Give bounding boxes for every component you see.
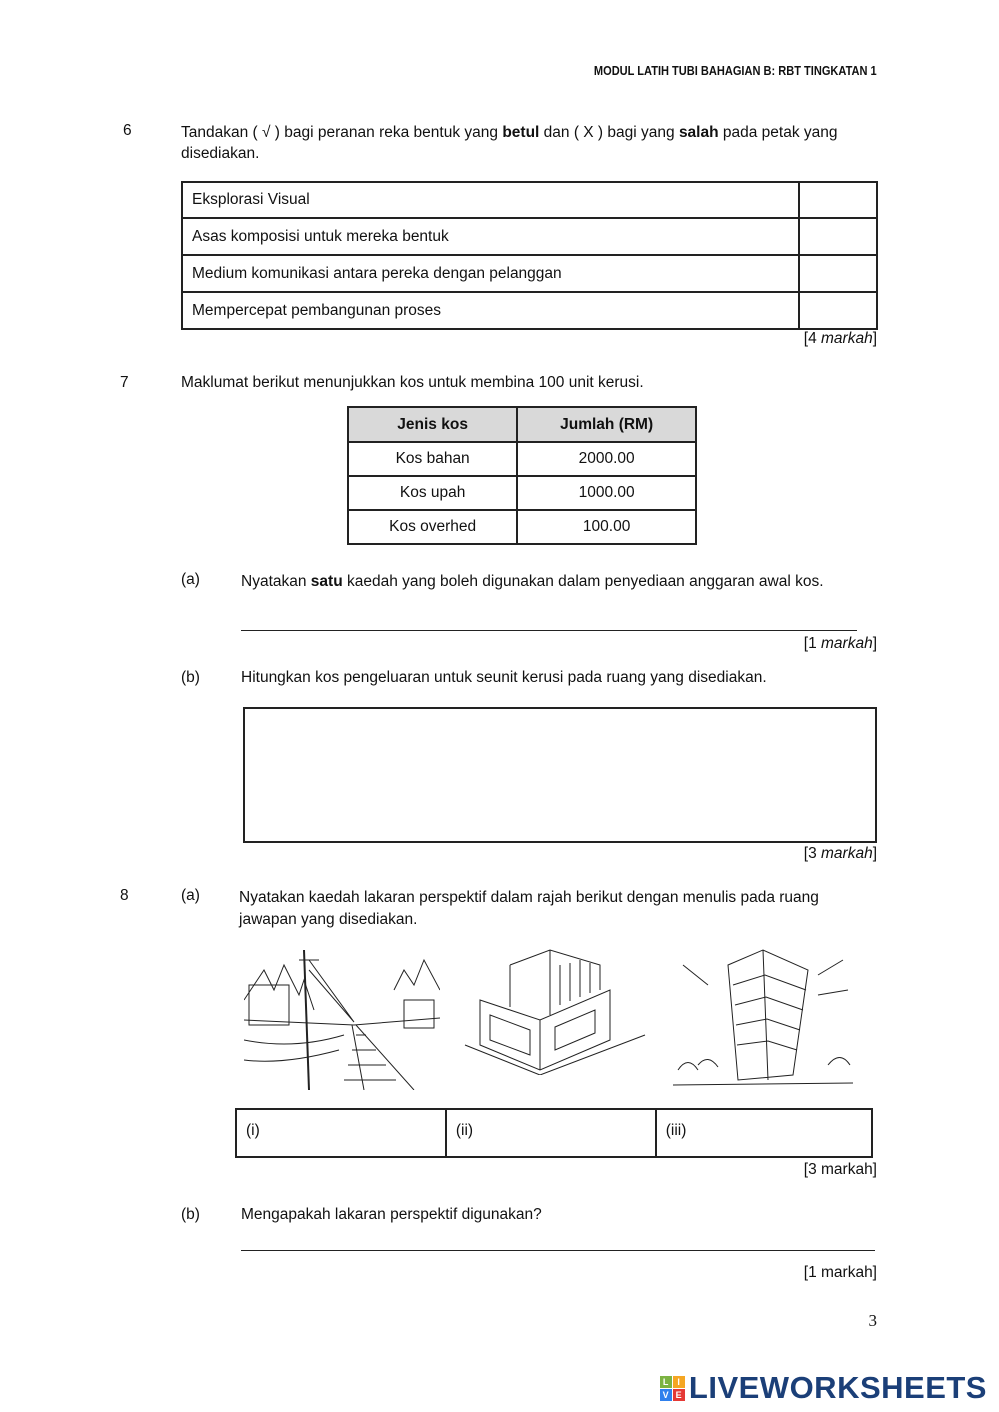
q7-number: 7	[120, 374, 129, 391]
one-point-perspective-railway-sketch	[244, 940, 440, 1090]
q6-checkbox[interactable]	[799, 292, 877, 329]
q7-intro: Maklumat berikut menunjukkan kos untuk membina 100 unit kerusi.	[181, 374, 644, 391]
q8b-marks: [1 markah]	[803, 1264, 877, 1281]
q8b-label: (b)	[181, 1206, 200, 1223]
q6-statement: Medium komunikasi antara pereka dengan pelanggan	[182, 255, 799, 292]
page-number: 3	[868, 1311, 877, 1330]
q8a-label: (a)	[181, 887, 200, 904]
q6-statement: Eksplorasi Visual	[182, 182, 799, 218]
cost-type: Kos upah	[348, 476, 517, 510]
three-point-perspective-skyscraper-sketch	[668, 945, 858, 1090]
cost-header: Jenis kos	[348, 407, 517, 442]
q8b-question: Mengapakah lakaran perspektif digunakan?	[241, 1206, 542, 1223]
q7b-question: Hitungkan kos pengeluaran untuk seunit kerusi pada ruang yang disediakan.	[241, 669, 767, 686]
liveworksheets-logo	[660, 1370, 987, 1406]
q8a-answer-table	[235, 1108, 873, 1158]
cost-type: Kos overhed	[348, 510, 517, 544]
cost-amount: 1000.00	[517, 476, 696, 510]
q7a-question: Nyatakan satu kaedah yang boleh digunakan dalam penyediaan anggaran awal kos.	[241, 573, 824, 590]
logo-tiles-icon: L I V E	[660, 1376, 685, 1401]
two-point-perspective-building-sketch	[460, 945, 648, 1075]
q7b-marks: [3 markah]	[803, 845, 877, 862]
q8b-answer-line[interactable]	[241, 1250, 875, 1251]
q7a-marks: [1 markah]	[803, 635, 877, 652]
cost-table	[347, 406, 697, 545]
cost-amount: 2000.00	[517, 442, 696, 476]
q8a-question: Nyatakan kaedah lakaran perspektif dalam rajah berikut dengan menulis pada ruang jawapan yang disediakan.	[239, 889, 819, 928]
q6-question: Tandakan ( √ ) bagi peranan reka bentuk yang betul dan ( X ) bagi yang salah pada petak yang disediakan.	[181, 124, 838, 162]
answer-cell-ii[interactable]: (ii)	[446, 1109, 656, 1157]
q6-statement: Mempercepat pembangunan proses	[182, 292, 799, 329]
cost-amount: 100.00	[517, 510, 696, 544]
logo-text: LIVEWORKSHEETS	[688, 1370, 987, 1405]
q6-checkbox[interactable]	[799, 218, 877, 255]
q7b-label: (b)	[181, 669, 200, 686]
q8-number: 8	[120, 887, 129, 904]
answer-cell-i[interactable]: (i)	[236, 1109, 446, 1157]
cost-header: Jumlah (RM)	[517, 407, 696, 442]
answer-cell-iii[interactable]: (iii)	[656, 1109, 872, 1157]
q8a-marks: [3 markah]	[803, 1161, 877, 1178]
q6-table	[181, 181, 878, 330]
q7a-answer-line[interactable]	[241, 630, 857, 631]
module-header: MODUL LATIH TUBI BAHAGIAN B: RBT TINGKATAN 1	[594, 63, 877, 78]
q7b-answer-box[interactable]	[243, 707, 877, 843]
q6-number: 6	[123, 122, 132, 139]
q6-statement: Asas komposisi untuk mereka bentuk	[182, 218, 799, 255]
q6-checkbox[interactable]	[799, 182, 877, 218]
q7a-label: (a)	[181, 571, 200, 588]
cost-type: Kos bahan	[348, 442, 517, 476]
q6-checkbox[interactable]	[799, 255, 877, 292]
q6-marks: [4 markah]	[803, 330, 877, 347]
